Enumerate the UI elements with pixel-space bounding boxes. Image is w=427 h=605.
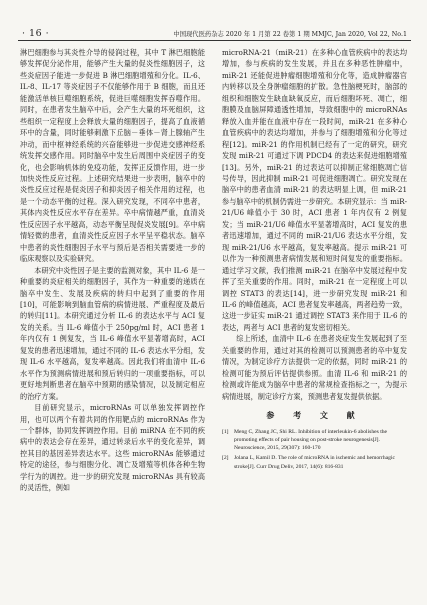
reference-item [222,454,407,471]
reference-item [222,428,407,453]
body-paragraph: 综上所述，血清中 IL-6 在患者炎症发生发展起到了至关重要的作用，通过对其的检测可以预测患者的卒中复发情况，为制定诊疗方法提供一定的依据，同时 miR-21 的检测可能为预后评估提供参照。血清 IL-6 和 miR-21 的检测或许能成为脑卒中患者的常规检查指标之一，为提示病情进展，制定诊疗方案，预测患者复发提供依据。 [222,334,407,401]
reference-text: Meng C, Zhang JC, Shi RL. Inhibition of interleukin-6 abolishes the promoting effects of pair housing on post-stroke neurogenesis[J]. Neuroscience, 2015, 29(307): 160-170 [234,428,388,452]
body-paragraph: 淋巴细胞参与其炎性介导的侵润过程，其中 T 淋巴细胞能够发挥促分泌作用，能够产生大量的促炎性细胞因子，这些炎症因子能进一步促进 B 淋巴细胞增殖和分化。IL-6、IL-8、IL-17 等炎症因子不仅能够作用于 B 细胞，而且还能激活单核巨噬细胞系统，促进巨噬细胞发挥吞噬作用。同时，在患者发生脑卒中后，会产生大量的坏死组织，这些组织一定程度上会释放大量的细胞因子，提高了血液循环中的含量，同时能够刺激下丘脑－垂体－肾上腺轴产生冲动，而中枢神经系统的兴奋能够进一步促进交感神经系统发挥交感作用。同时脑卒中发生后周围中炎症因子的变化，也会影响机体的免疫功能，发挥正反馈作用，进一步加快炎性反应过程。上述研究结果进一步表明，脑卒中的炎性反应过程是促炎因子和抑炎因子相关作用的过程，也是一个动态平衡的过程。深入研究发现，不同卒中患者，其体内炎性反应水平存在差异。卒中病情越严重，血清炎性反应因子水平越高，动态平衡呈现促炎发展[9]。卒中病情轻微的患者，血清炎性反应因子水平呈平稳状态。脑卒中患者的炎性细胞因子水平与预后是否相关需要进一步的临床观察以及实验研究。 [20,48,205,264]
page-header [0,0,427,39]
journal-running-head: 中国现代医药杂志 2020 年 1 月第 22 卷第 1 期 MMJC, Jan 2020, Vol 22, No.1 [173,31,407,38]
header-rule [18,40,411,41]
right-column [222,47,407,577]
reference-text: Jolana L, Kamil D. The role of microRNA in ischemic and hemorrhagic stroke[J]. Curr Drug Deliv, 2017, 14(6): 816-831 [234,455,395,470]
body-paragraph: 本研究中炎性因子是主要的监测对象，其中 IL-6 是一种重要的炎症相关的细胞因子，其作为一种重要的递质在脑卒中发生、发展及疾病的转归中起到了重要的作用[10]，可能影响到脑血管病的病情进展、严重程度及最后的转归[11]。本研究通过分析 IL-6 的表达水平与 ACI 复发的关系。当 IL-6 峰值小于 250pg/ml 时，ACI 患者 1 年内仅有 1 例复发，当 IL-6 峰值水平显著增高时，ACI 复发的患者迅速增加，通过不同的 IL-6 表达水平分组，发现 IL-6 水平越高，复发率越高。因此我们将血清中 IL-6 水平作为预测病情进展和预后转归的一项重要指标，可以更好地判断患者在脑卒中预期的感染情况，以及制定相应的治疗方案。 [20,265,205,401]
references-heading: 参 考 文 献 [266,411,363,421]
body-paragraph: microRNA-21（miR-21）在多种心血管疾病中的表达均增加，参与疾病的发生发展，并且在多种恶性肿瘤中，miR-21 还能促进肿瘤细胞增殖和分化等，造成肿瘤器官内转移以及全身肿瘤细胞的扩散。急性脑梗死时，脑部的组织和细胞发生缺血缺氧反应，而后细胞坏死、凋亡，细胞膜及血脑屏障通透性增加，导致细胞中的 microRNAs 释放入血并能在血液中存在一段时间，miR-21 在多种心血管疾病中的表达均增加，并参与了细胞增殖和分化等过程[12]。miR-21 的作用机制已经有了一定的研究，研究发现 miR-21 可通过下调 PDCD4 的表达来促进细胞增殖[13]。另外，miR-21 的过表达可以抑制正常细胞凋亡信号传导，因此抑制 miR-21 可促进细胞凋亡。研究发现在脑卒中的患者血清 miR-21 的表达明显上调，但 miR-21 参与脑卒中的机制仍需进一步研究。本研究显示：当 miR-21/U6 峰值小于 30 时，ACI 患者 1 年内仅有 2 例复发；当 miR-21/U6 峰值水平显著增高时，ACI 复发的患者迅速增加，通过不同的 miR-21/U6 表达水平分组，发现 miR-21/U6 水平越高，复发率越高。提示 miR-21 可以作为一种预测患者病情发展和短时间复发的重要指标。通过学习文献，我们推测 miR-21 在脑卒中发展过程中发挥了至关重要的作用。同时，miR-21 在一定程度上可以调控 STAT3 的表达[14]，进一步研究发现 miR-21 和 IL-6 的峰值越高，ACI 患者复发率越高，两者趋势一致，这进一步证实 miR-21 通过调控 STAT3 来作用于 IL-6 的表达，两者与 ACI 患者的复发密切相关。 [222,48,407,332]
body-paragraph: 目前研究显示，microRNAs 可以单独发挥调控作用，也可以两个有着共同的作用靶点的 microRNAs 作为一个群体，协同发挥调控作用。目前 miRNA 在不同的疾病中的表达会存在差异，通过转录后水平的变化差异，调控其目的基因差异表达水平。这些 microRNAs 能够通过特定的途径，参与细胞分化、凋亡及增殖等机体各种生物学行为的调控。进一步的研究发现 microRNAs 具有较高的灵活性，例如 [20,403,205,493]
reference-number: [2] [222,455,229,462]
reference-number: [1] [222,428,229,435]
page-number: · 16 · [22,28,50,39]
left-column [20,47,205,589]
